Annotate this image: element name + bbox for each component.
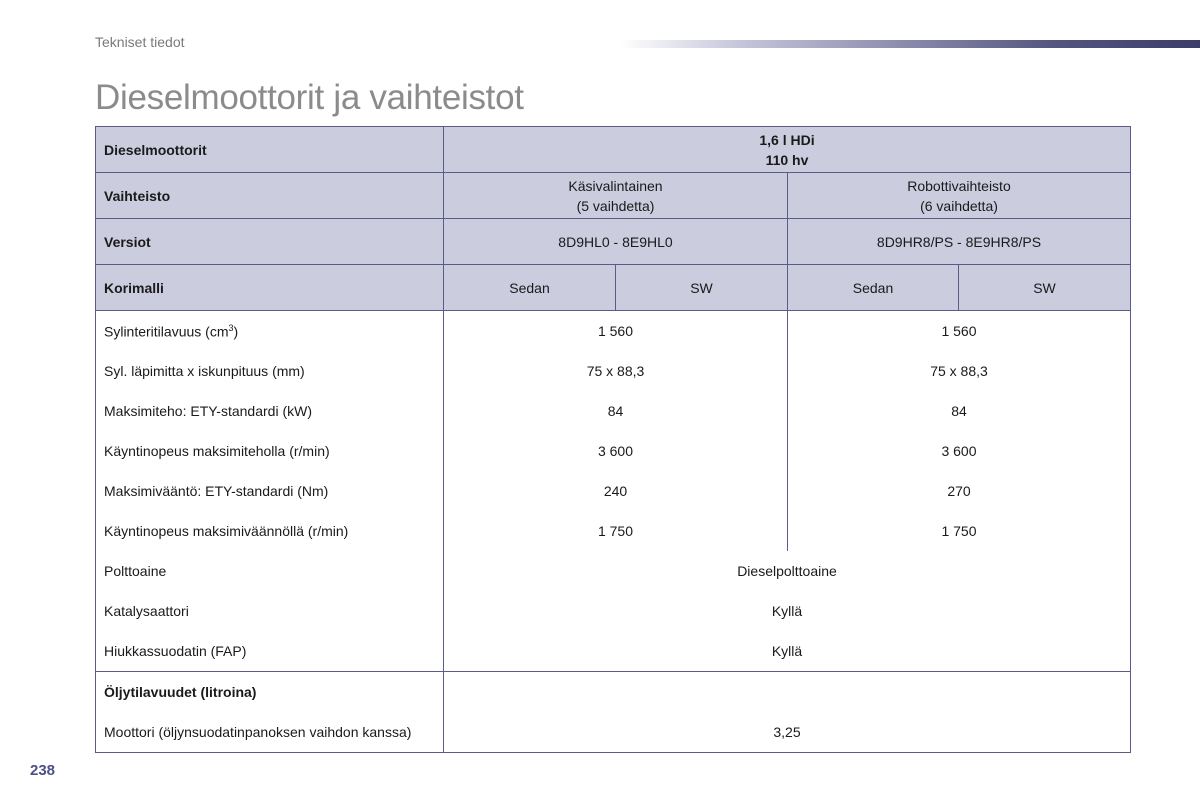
catalyst-label: Katalysaattori [96, 591, 444, 631]
row-value-manual: 75 x 88,3 [444, 351, 788, 391]
gearbox-manual: Käsivalintainen [568, 177, 663, 194]
oil-capacity-empty [444, 672, 1131, 713]
gearbox-row [96, 173, 1131, 219]
engine-label: Dieselmoottorit [96, 127, 444, 173]
gearbox-auto-cell [788, 173, 1131, 219]
table-row [96, 471, 1131, 511]
versions-manual: 8D9HL0 - 8E9HL0 [444, 219, 788, 265]
row-label-superscript: 3 [228, 322, 234, 333]
engine-name: 1,6 l HDi [759, 131, 815, 148]
engine-oil-row [96, 712, 1131, 753]
fap-row [96, 631, 1131, 672]
body-type-cell: SW [959, 265, 1131, 311]
engine-header-row [96, 127, 1131, 173]
body-type-cell: Sedan [788, 265, 959, 311]
fap-label: Hiukkassuodatin (FAP) [96, 631, 444, 672]
row-label-end: ) [233, 323, 239, 340]
row-value-auto: 75 x 88,3 [788, 351, 1131, 391]
catalyst-row [96, 591, 1131, 631]
body-type-cell: SW [616, 265, 788, 311]
row-label-text: Sylinteritilavuus (cm [104, 323, 229, 340]
header-gradient-bar [620, 40, 1200, 48]
page-title: Dieselmoottorit ja vaihteistot [95, 78, 524, 117]
table-row [96, 391, 1131, 431]
table-row [96, 311, 1131, 352]
fap-value: Kyllä [444, 631, 1131, 672]
row-label: Maksimiteho: ETY-standardi (kW) [96, 391, 444, 431]
fuel-row [96, 551, 1131, 591]
table-row [96, 431, 1131, 471]
row-value-manual: 1 560 [444, 311, 788, 352]
fuel-label: Polttoaine [96, 551, 444, 591]
row-label: Käyntinopeus maksimiteholla (r/min) [96, 431, 444, 471]
versions-auto: 8D9HR8/PS - 8E9HR8/PS [788, 219, 1131, 265]
section-label: Tekniset tiedot [95, 34, 185, 50]
engine-name-cell [444, 127, 1131, 173]
engine-oil-value: 3,25 [444, 712, 1131, 753]
engine-power: 110 hv [765, 151, 809, 168]
row-value-manual: 84 [444, 391, 788, 431]
versions-row [96, 219, 1131, 265]
gearbox-auto: Robottivaihteisto [907, 177, 1011, 194]
gearbox-manual-speeds: (5 vaihdetta) [576, 197, 655, 214]
row-label: Käyntinopeus maksimiväännöllä (r/min) [96, 511, 444, 551]
row-value-auto: 1 750 [788, 511, 1131, 551]
row-value-manual: 1 750 [444, 511, 788, 551]
row-label: Maksimivääntö: ETY-standardi (Nm) [96, 471, 444, 511]
gearbox-manual-cell [444, 173, 788, 219]
row-value-auto: 3 600 [788, 431, 1131, 471]
body-type-cell: Sedan [444, 265, 616, 311]
versions-label: Versiot [96, 219, 444, 265]
body-type-label: Korimalli [96, 265, 444, 311]
oil-capacity-label: Öljytilavuudet (litroina) [96, 672, 444, 713]
row-value-auto: 270 [788, 471, 1131, 511]
row-value-manual: 3 600 [444, 431, 788, 471]
row-value-auto: 84 [788, 391, 1131, 431]
body-type-row [96, 265, 1131, 311]
table-row [96, 351, 1131, 391]
oil-capacity-header-row [96, 672, 1131, 713]
gearbox-auto-speeds: (6 vaihdetta) [920, 197, 998, 214]
row-label [96, 311, 444, 352]
row-value-manual: 240 [444, 471, 788, 511]
page-number: 238 [30, 762, 56, 779]
engine-spec-table [95, 126, 1131, 753]
gearbox-label: Vaihteisto [96, 173, 444, 219]
row-value-auto: 1 560 [788, 311, 1131, 352]
fuel-value: Dieselpolttoaine [444, 551, 1131, 591]
catalyst-value: Kyllä [444, 591, 1131, 631]
table-row [96, 511, 1131, 551]
engine-oil-label: Moottori (öljynsuodatinpanoksen vaihdon kanssa) [96, 712, 444, 753]
row-label: Syl. läpimitta x iskunpituus (mm) [96, 351, 444, 391]
